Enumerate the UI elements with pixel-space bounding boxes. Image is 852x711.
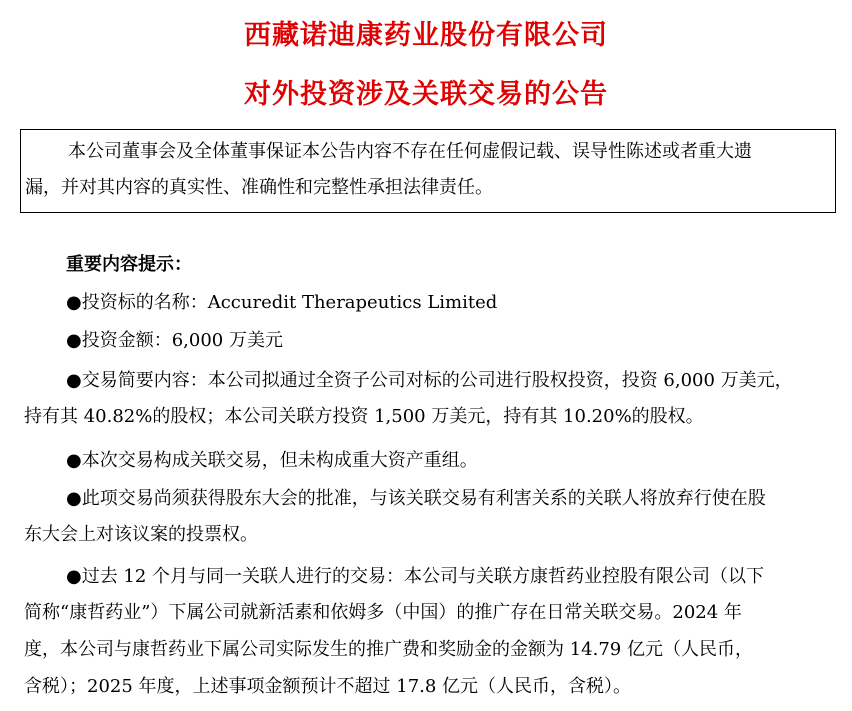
board-notice-line-2: 漏，并对其内容的真实性、准确性和完整性承担法律责任。 bbox=[25, 177, 493, 198]
highlight-item-related-party: ●本次交易构成关联交易，但未构成重大资产重组。 bbox=[66, 450, 478, 471]
highlight-item-past-transactions-line-2: 简称“康哲药业”）下属公司就新活素和依姆多（中国）的推广存在日常关联交易。2024 年 bbox=[24, 602, 742, 623]
highlight-item-approval-line-2: 东大会上对该议案的投票权。 bbox=[24, 524, 258, 545]
board-notice-box bbox=[20, 129, 836, 213]
highlight-item-past-transactions-line-4: 含税）；2025 年度，上述事项金额预计不超过 17.8 亿元（人民币，含税）。 bbox=[24, 676, 632, 697]
highlight-item-approval-line-1: ●此项交易尚须获得股东大会的批准，与该关联交易有利害关系的关联人将放弃行使在股 bbox=[66, 488, 766, 509]
highlight-item-past-transactions-line-1: ●过去 12 个月与同一关联人进行的交易：本公司与关联方康哲药业控股有限公司（以下 bbox=[66, 566, 765, 587]
highlights-heading: 重要内容提示： bbox=[66, 254, 192, 275]
announcement-title: 对外投资涉及关联交易的公告 bbox=[244, 79, 608, 110]
company-title: 西藏诺迪康药业股份有限公司 bbox=[244, 20, 608, 51]
highlight-item-past-transactions-line-3: 度，本公司与康哲药业下属公司实际发生的推广费和奖励金的金额为 14.79 亿元（人民币， bbox=[24, 639, 753, 660]
board-notice-line-1: 本公司董事会及全体董事保证本公告内容不存在任何虚假记载、误导性陈述或者重大遗 bbox=[68, 141, 752, 162]
highlight-item-summary-line-2: 持有其 40.82%的股权；本公司关联方投资 1,500 万美元，持有其 10.20%的股权。 bbox=[24, 406, 704, 427]
highlight-item-amount: ●投资金额：6,000 万美元 bbox=[66, 330, 283, 351]
highlight-item-target-name: ●投资标的名称：Accuredit Therapeutics Limited bbox=[66, 292, 498, 313]
highlight-item-summary-line-1: ●交易简要内容：本公司拟通过全资子公司对标的公司进行股权投资，投资 6,000 万美元， bbox=[66, 370, 793, 391]
